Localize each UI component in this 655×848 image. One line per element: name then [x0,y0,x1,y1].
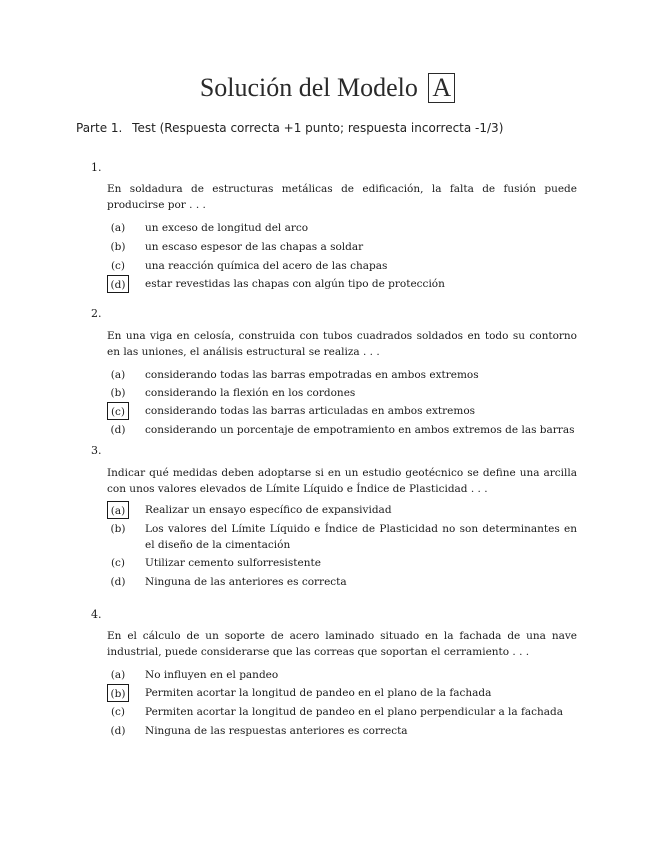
question-1-text: En soldadura de estructuras metálicas de edificación, la falta de fusión puede producirse por . . . [107,183,577,211]
option-text: Permiten acortar la longitud de pandeo en el plano de la fachada [145,687,492,699]
option-label: (d) [110,424,126,436]
option-label: (b) [110,387,126,399]
part-label: Parte 1. [76,121,123,135]
part-description: Test (Respuesta correcta +1 punto; respuesta incorrecta -1/3) [132,121,504,135]
option-text: un escaso espesor de las chapas a soldar [145,241,364,253]
correct-answer-box: (b) [107,684,129,702]
option-text: Realizar un ensayo específico de expansividad [145,504,392,516]
option-text: considerando todas las barras articuladas en ambos extremos [145,405,476,417]
page-title [0,73,655,103]
option-text: Permiten acortar la longitud de pandeo en el plano perpendicular a la fachada [145,706,564,718]
option-label: (a) [110,222,126,234]
option-text: No influyen en el pandeo [145,669,279,681]
option-text: una reacción química del acero de las chapas [145,260,388,272]
option-label: (c) [110,706,126,718]
question-4-number: 4. [91,608,102,621]
option-text: estar revestidas las chapas con algún tipo de protección [145,278,445,290]
title-text: Solución del Modelo [199,73,418,102]
question-4-text: En el cálculo de un soporte de acero laminado situado en la fachada de una nave industrial, puede considerarse que las correas que soportan el cerramiento . . . [107,630,577,658]
option-label: (a) [110,669,126,681]
option-text: Los valores del Límite Líquido e Índice de Plasticidad no son determinantes en el diseño de la cimentación [145,523,577,551]
part-header [76,121,503,135]
option-label: (d) [110,725,126,737]
option-text: Ninguna de las anteriores es correcta [145,576,347,588]
option-text: Ninguna de las respuestas anteriores es correcta [145,725,408,737]
question-3-number: 3. [91,444,102,457]
option-text: un exceso de longitud del arco [145,222,309,234]
option-label: (a) [110,369,126,381]
option-label: (c) [110,557,126,569]
option-text: Utilizar cemento sulforresistente [145,557,321,569]
option-text: considerando la flexión en los cordones [145,387,356,399]
option-text: considerando todas las barras empotradas en ambos extremos [145,369,479,381]
option-label: (c) [110,260,126,272]
correct-answer-box: (a) [107,501,129,519]
model-letter-box: A [428,73,455,103]
option-label: (b) [110,523,126,535]
option-label: (d) [110,576,126,588]
correct-answer-box: (d) [107,275,129,293]
option-label: (b) [110,241,126,253]
question-3-text: Indicar qué medidas deben adoptarse si en un estudio geotécnico se define una arcilla con unos valores elevados de Límite Líquido e Índice de Plasticidad . . . [107,467,577,495]
question-2-number: 2. [91,307,102,320]
option-text: considerando un porcentaje de empotramiento en ambos extremos de las barras [145,424,575,436]
question-1-number: 1. [91,161,102,174]
question-2-text: En una viga en celosía, construida con tubos cuadrados soldados en todo su contorno en las uniones, el análisis estructural se realiza . . . [107,330,577,358]
correct-answer-box: (c) [107,402,129,420]
